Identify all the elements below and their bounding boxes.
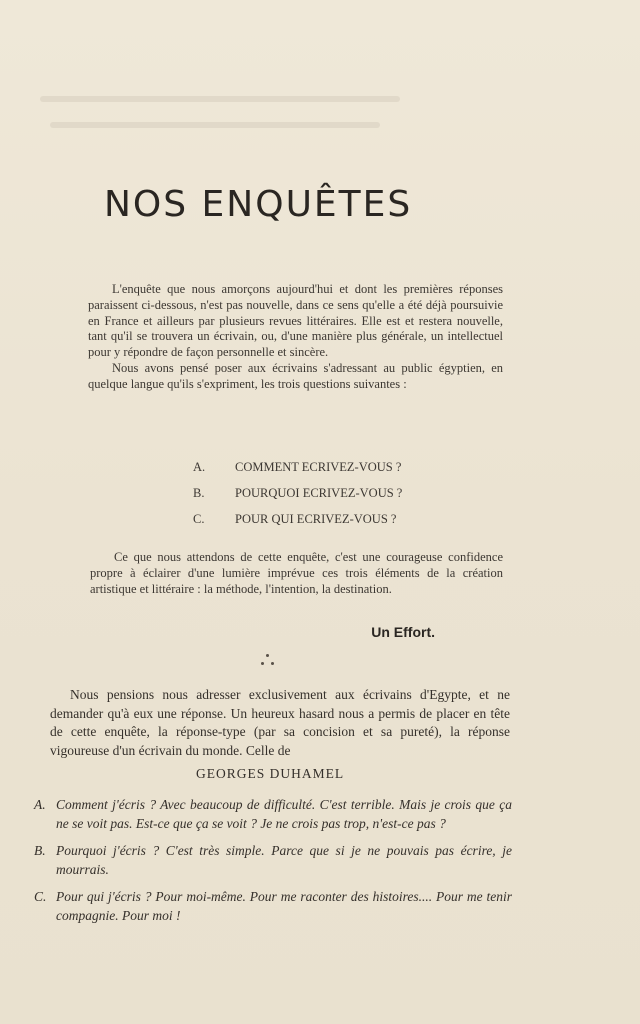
answer-text: Pourquoi j'écris ? C'est très simple. Parce que si je ne pouvais pas écrire, je mourrais. <box>56 843 512 877</box>
page-title: NOS ENQUÊTES <box>104 184 413 225</box>
body-section <box>50 686 510 760</box>
answer-item <box>34 842 512 879</box>
bleed-through-mark <box>50 122 380 128</box>
bleed-through-mark <box>40 96 400 102</box>
questions-list <box>193 460 402 538</box>
question-item <box>193 512 402 538</box>
intro-paragraph: L'enquête que nous amorçons aujourd'hui et dont les premières réponses paraissent ci-dessous, n'est pas nouvelle, dans ce sens qu'elle a été déjà poursuivie en France et ailleurs par plusieurs revues littéraires. Elle est et restera nouvelle, tant qu'il se trouvera un écrivain, ou, d'une manière plus générale, un intellectuel pour y répondre de façon personnelle et sincère. <box>88 282 503 360</box>
question-item <box>193 486 402 512</box>
conclusion-section <box>90 550 503 597</box>
conclusion-paragraph: Ce que nous attendons de cette enquête, c'est une courageuse confidence propre à éclairer d'une lumière imprévue ces trois éléments de la création artistique et littéraire : la méthode, l'intention, la destination. <box>90 550 503 596</box>
answer-text: Pour qui j'écris ? Pour moi-même. Pour me raconter des histoires.... Pour me tenir compagnie. Pour moi ! <box>56 889 512 923</box>
answer-letter: C. <box>34 889 47 904</box>
intro-section <box>88 282 503 393</box>
answer-letter: B. <box>34 843 46 858</box>
question-text: POUR QUI ECRIVEZ-VOUS ? <box>235 512 397 526</box>
signature: Un Effort. <box>371 624 435 640</box>
intro-paragraph: Nous avons pensé poser aux écrivains s'adressant au public égyptien, en quelque langue qu'ils s'expriment, les trois questions suivantes : <box>88 360 503 391</box>
body-paragraph: Nous pensions nous adresser exclusivement aux écrivains d'Egypte, et ne demander qu'à eux une réponse. Un heureux hasard nous a permis de placer en tête de cette enquête, la réponse-type (par sa concision et sa pureté), la réponse vigoureuse d'un écrivain du monde. Celle de <box>50 687 510 758</box>
answer-letter: A. <box>34 797 46 812</box>
answers-list <box>34 796 512 934</box>
question-text: POURQUOI ECRIVEZ-VOUS ? <box>235 486 403 500</box>
question-letter: A. <box>193 460 206 474</box>
question-text: COMMENT ECRIVEZ-VOUS ? <box>235 460 402 474</box>
question-letter: C. <box>193 512 205 526</box>
question-letter: B. <box>193 486 205 500</box>
asterism-icon <box>258 650 278 670</box>
author-name: GEORGES DUHAMEL <box>196 766 345 781</box>
answer-item <box>34 796 512 833</box>
question-item <box>193 460 402 486</box>
answer-item <box>34 888 512 925</box>
answer-text: Comment j'écris ? Avec beaucoup de difficulté. C'est terrible. Mais je crois que ça ne se voit pas. Est-ce que ça se voit ? Je ne crois pas trop, n'est-ce pas ? <box>56 797 512 831</box>
